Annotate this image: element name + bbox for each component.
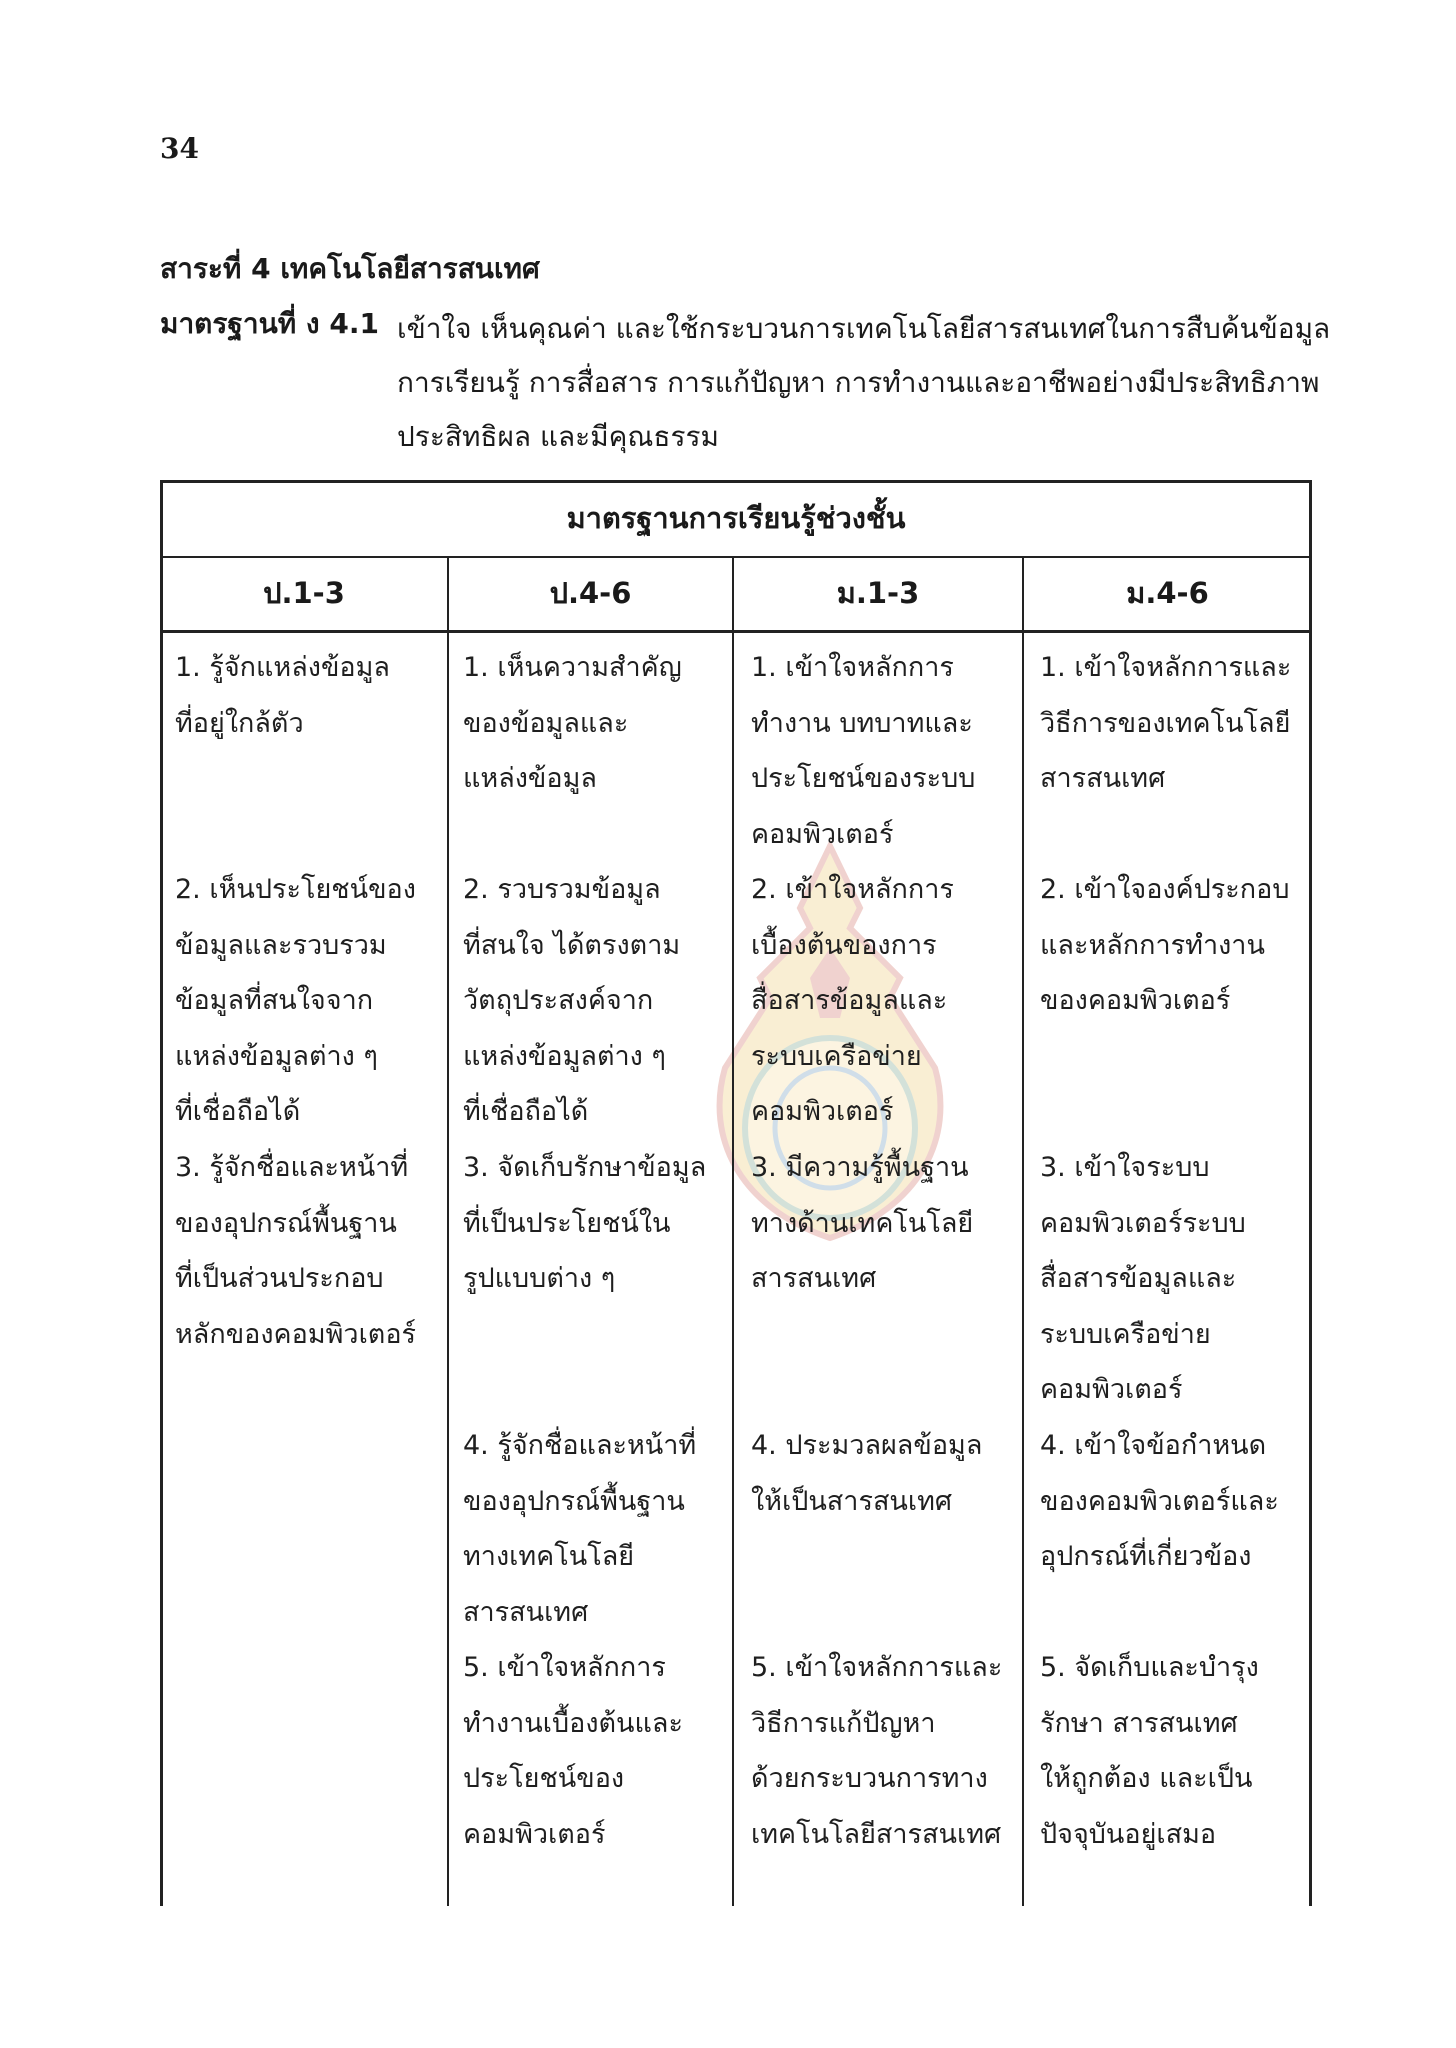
table-cell: 2. เข้าใจหลักการ เบื้องต้นของการ สื่อสารข้อมูลและ ระบบเครือข่าย คอมพิวเตอร์ (751, 874, 954, 1127)
standard-line: ประสิทธิผล และมีคุณธรรม (397, 420, 719, 453)
table-cell: 3. เข้าใจระบบ คอมพิวเตอร์ระบบ สื่อสารข้อมูลและ ระบบเครือข่าย คอมพิวเตอร์ (1040, 1152, 1246, 1405)
header-rule (160, 630, 1312, 633)
table-cell: 3. มีความรู้พื้นฐาน ทางด้านเทคโนโลยี สารสนเทศ (751, 1152, 974, 1294)
column-header-p4-6: ป.4-6 (549, 576, 632, 610)
table-cell: 3. จัดเก็บรักษาข้อมูล ที่เป็นประโยชน์ใน รูปแบบต่าง ๆ (463, 1152, 707, 1294)
standard-description (397, 302, 1331, 464)
strand-title: สาระที่ 4 เทคโนโลยีสารสนเทศ (160, 252, 540, 285)
table-cell: 2. รวบรวมข้อมูล ที่สนใจ ได้ตรงตาม วัตถุประสงค์จาก แหล่งข้อมูลต่าง ๆ ที่เชื่อถือได้ (463, 874, 681, 1127)
column-divider (447, 556, 449, 1906)
table-cell: 4. ประมวลผลข้อมูล ให้เป็นสารสนเทศ (751, 1430, 983, 1517)
standard-label: มาตรฐานที่ ง 4.1 (160, 307, 379, 340)
table-cell: 4. รู้จักชื่อและหน้าที่ ของอุปกรณ์พื้นฐาน ทางเทคโนโลยี สารสนเทศ (463, 1430, 697, 1628)
table-cell: 1. รู้จักแหล่งข้อมูล ที่อยู่ใกล้ตัว (175, 652, 390, 739)
column-header-p1-3: ป.1-3 (263, 576, 345, 610)
table-cell: 1. เห็นความสำคัญ ของข้อมูลและ แหล่งข้อมูล (463, 652, 682, 794)
table-cell: 5. เข้าใจหลักการและ วิธีการแก้ปัญหา ด้วยกระบวนการทาง เทคโนโลยีสารสนเทศ (751, 1652, 1003, 1850)
table-cell: 5. เข้าใจหลักการ ทำงานเบื้องต้นและ ประโยชน์ของ คอมพิวเตอร์ (463, 1652, 683, 1850)
table-caption: มาตรฐานการเรียนรู้ช่วงชั้น (566, 501, 906, 535)
column-header-m4-6: ม.4-6 (1126, 576, 1209, 610)
table-cell: 1. เข้าใจหลักการ ทำงาน บทบาทและ ประโยชน์ของระบบ คอมพิวเตอร์ (751, 652, 976, 850)
table-border-left (160, 480, 163, 1906)
column-divider (1022, 556, 1024, 1906)
table-border-right (1309, 480, 1312, 1906)
table-cell: 3. รู้จักชื่อและหน้าที่ ของอุปกรณ์พื้นฐาน ที่เป็นส่วนประกอบ หลักของคอมพิวเตอร์ (175, 1152, 417, 1350)
standard-line: การเรียนรู้ การสื่อสาร การแก้ปัญหา การทำงานและอาชีพอย่างมีประสิทธิภาพ (397, 366, 1320, 399)
table-cell: 1. เข้าใจหลักการและ วิธีการของเทคโนโลยี สารสนเทศ (1040, 652, 1292, 794)
column-header-m1-3: ม.1-3 (836, 576, 920, 610)
table-cell: 4. เข้าใจข้อกำหนด ของคอมพิวเตอร์และ อุปกรณ์ที่เกี่ยวข้อง (1040, 1430, 1279, 1572)
page-number: 34 (160, 132, 199, 165)
table-cell: 2. เห็นประโยชน์ของ ข้อมูลและรวบรวม ข้อมูลที่สนใจจาก แหล่งข้อมูลต่าง ๆ ที่เชื่อถือได้ (175, 874, 416, 1127)
standard-line: เข้าใจ เห็นคุณค่า และใช้กระบวนการเทคโนโลยีสารสนเทศในการสืบค้นข้อมูล (397, 312, 1331, 345)
table-cell: 5. จัดเก็บและบำรุง รักษา สารสนเทศ ให้ถูกต้อง และเป็น ปัจจุบันอยู่เสมอ (1040, 1652, 1259, 1850)
learning-standards-table (160, 480, 1312, 1906)
table-cell: 2. เข้าใจองค์ประกอบ และหลักการทำงาน ของคอมพิวเตอร์ (1040, 874, 1290, 1016)
column-divider (732, 556, 734, 1906)
